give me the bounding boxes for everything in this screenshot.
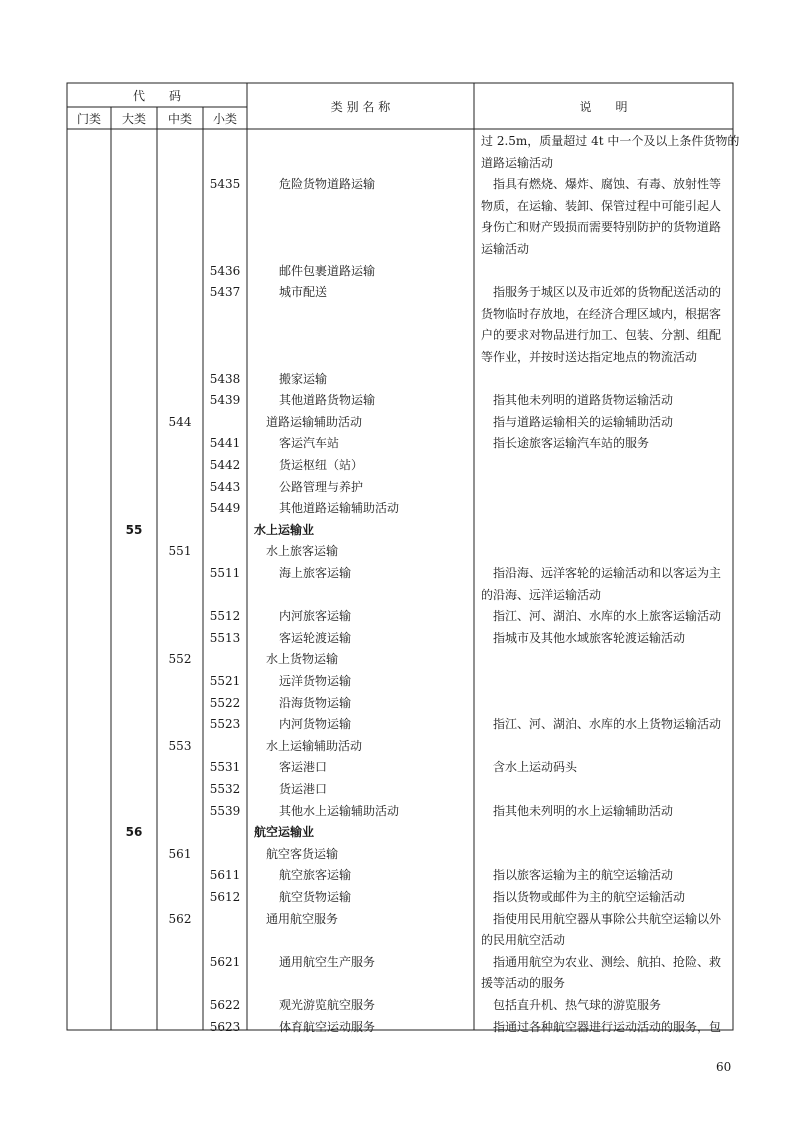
header-xiaolei: 小类 [212, 112, 237, 126]
description-line: 指其他未列明的道路货物运输活动 [481, 393, 674, 408]
zhonglei-code: 551 [168, 544, 192, 559]
xiaolei-code: 5621 [209, 954, 241, 969]
xiaolei-code: 5438 [209, 371, 241, 386]
description-line: 指以旅客运输为主的航空运输活动 [481, 868, 674, 883]
category-name: 航空货物运输 [279, 890, 352, 904]
header-dalei: 大类 [121, 112, 146, 126]
xiaolei-code: 5511 [209, 566, 241, 580]
category-name: 内河货物运输 [279, 717, 352, 732]
description-line: 指以货物或邮件为主的航空运输活动 [481, 890, 686, 904]
xiaolei-code: 5521 [209, 674, 241, 688]
description-line: 货物临时存放地，在经济合理区域内，根据客 [481, 306, 722, 321]
category-name: 观光游览航空服务 [279, 998, 376, 1012]
xiaolei-code: 5512 [209, 609, 241, 624]
xiaolei-code: 5441 [209, 436, 241, 451]
description-line: 含水上运动码头 [481, 760, 578, 775]
xiaolei-code: 5449 [209, 501, 241, 516]
xiaolei-code: 5513 [209, 630, 241, 645]
description-line: 指服务于城区以及市近郊的货物配送活动的 [481, 285, 722, 300]
category-name: 水上货物运输 [266, 652, 339, 667]
category-name: 通用航空服务 [266, 911, 339, 926]
category-name: 城市配送 [279, 285, 328, 300]
header-menlei: 门类 [76, 112, 101, 126]
description-line: 指具有燃烧、爆炸、腐蚀、有毒、放射性等 [481, 177, 722, 192]
description-line: 包括直升机、热气球的游览服务 [481, 998, 662, 1012]
description-line: 指其他未列明的水上运输辅助活动 [481, 803, 674, 818]
xiaolei-code: 5523 [209, 717, 241, 732]
description-line: 指江、河、湖泊、水库的水上货物运输活动 [481, 717, 722, 732]
xiaolei-code: 5443 [209, 479, 241, 494]
dalei-code: 55 [125, 522, 143, 537]
description-line: 指通用航空为农业、测绘、航拍、抢险、救 [481, 954, 722, 969]
category-name: 水上运输业 [254, 522, 315, 537]
category-name: 客运轮渡运输 [279, 630, 352, 645]
header-code: 代 码 [132, 89, 181, 103]
category-name: 航空客货运输 [266, 846, 339, 861]
xiaolei-code: 5612 [209, 890, 241, 904]
xiaolei-code: 5437 [209, 285, 241, 300]
category-name: 航空运输业 [254, 825, 315, 840]
category-name: 公路管理与养护 [279, 479, 364, 494]
category-name: 航空旅客运输 [279, 868, 352, 883]
xiaolei-code: 5622 [209, 998, 241, 1012]
description-line: 户的要求对物品进行加工、包装、分割、组配 [481, 328, 722, 343]
zhonglei-code: 544 [168, 414, 192, 429]
category-name: 邮件包裹道路运输 [279, 263, 376, 278]
category-name: 通用航空生产服务 [279, 954, 376, 969]
description-line: 的沿海、远洋运输活动 [481, 587, 602, 602]
xiaolei-code: 5522 [209, 695, 241, 710]
description-line: 等作业，并按时送达指定地点的物流活动 [481, 350, 698, 364]
description-line: 指城市及其他水域旅客轮渡运输活动 [481, 630, 686, 645]
zhonglei-code: 562 [168, 911, 192, 926]
description-line: 指与道路运输相关的运输辅助活动 [481, 414, 674, 429]
category-name: 货运港口 [279, 782, 328, 796]
category-name: 远洋货物运输 [279, 674, 352, 688]
category-name: 危险货物道路运输 [279, 177, 376, 192]
page-number: 60 [716, 1060, 732, 1074]
description-line: 过 2.5m，质量超过 4t 中一个及以上条件货物的 [481, 134, 740, 148]
header-zhonglei: 中类 [167, 112, 192, 126]
dalei-code: 56 [125, 825, 143, 840]
xiaolei-code: 5439 [209, 393, 241, 408]
xiaolei-code: 5611 [209, 868, 241, 883]
description-line: 的民用航空活动 [481, 933, 566, 948]
description-line: 指江、河、湖泊、水库的水上旅客运输活动 [481, 609, 722, 624]
xiaolei-code: 5436 [209, 263, 241, 278]
category-name: 客运汽车站 [279, 436, 340, 451]
xiaolei-code: 5442 [209, 458, 241, 472]
xiaolei-code: 5532 [209, 782, 241, 796]
description-line: 指长途旅客运输汽车站的服务 [481, 436, 650, 451]
category-name: 客运港口 [279, 760, 328, 775]
header-description: 说 明 [579, 100, 628, 114]
category-name: 货运枢纽（站） [279, 458, 364, 472]
description-line: 指通过各种航空器进行运动活动的服务，包 [481, 1019, 722, 1034]
description-line: 指沿海、远洋客轮的运输活动和以客运为主 [481, 566, 722, 580]
category-name: 其他道路运输辅助活动 [279, 501, 400, 516]
category-name: 体育航空运动服务 [279, 1019, 376, 1034]
header-category-name: 类 别 名 称 [330, 100, 391, 114]
description-line: 身伤亡和财产毁损而需要特别防护的货物道路 [481, 220, 722, 235]
category-name: 沿海货物运输 [279, 695, 352, 710]
xiaolei-code: 5531 [209, 760, 241, 775]
zhonglei-code: 553 [168, 738, 192, 753]
category-name: 道路运输辅助活动 [266, 414, 363, 429]
zhonglei-code: 561 [168, 846, 192, 861]
category-name: 水上旅客运输 [266, 544, 339, 559]
description-line: 指使用民用航空器从事除公共航空运输以外 [481, 911, 722, 926]
description-line: 道路运输活动 [481, 155, 554, 170]
category-name: 内河旅客运输 [279, 609, 352, 624]
category-name: 其他水上运输辅助活动 [279, 803, 400, 818]
xiaolei-code: 5623 [209, 1019, 241, 1034]
category-name: 水上运输辅助活动 [266, 738, 363, 753]
xiaolei-code: 5539 [209, 803, 241, 818]
xiaolei-code: 5435 [209, 177, 241, 192]
zhonglei-code: 552 [168, 652, 192, 667]
description-line: 运输活动 [481, 242, 530, 256]
category-name: 其他道路货物运输 [279, 393, 376, 408]
category-name: 搬家运输 [279, 371, 328, 386]
category-name: 海上旅客运输 [279, 566, 352, 580]
description-line: 援等活动的服务 [481, 976, 566, 991]
description-line: 物质，在运输、装卸、保管过程中可能引起人 [481, 198, 722, 213]
